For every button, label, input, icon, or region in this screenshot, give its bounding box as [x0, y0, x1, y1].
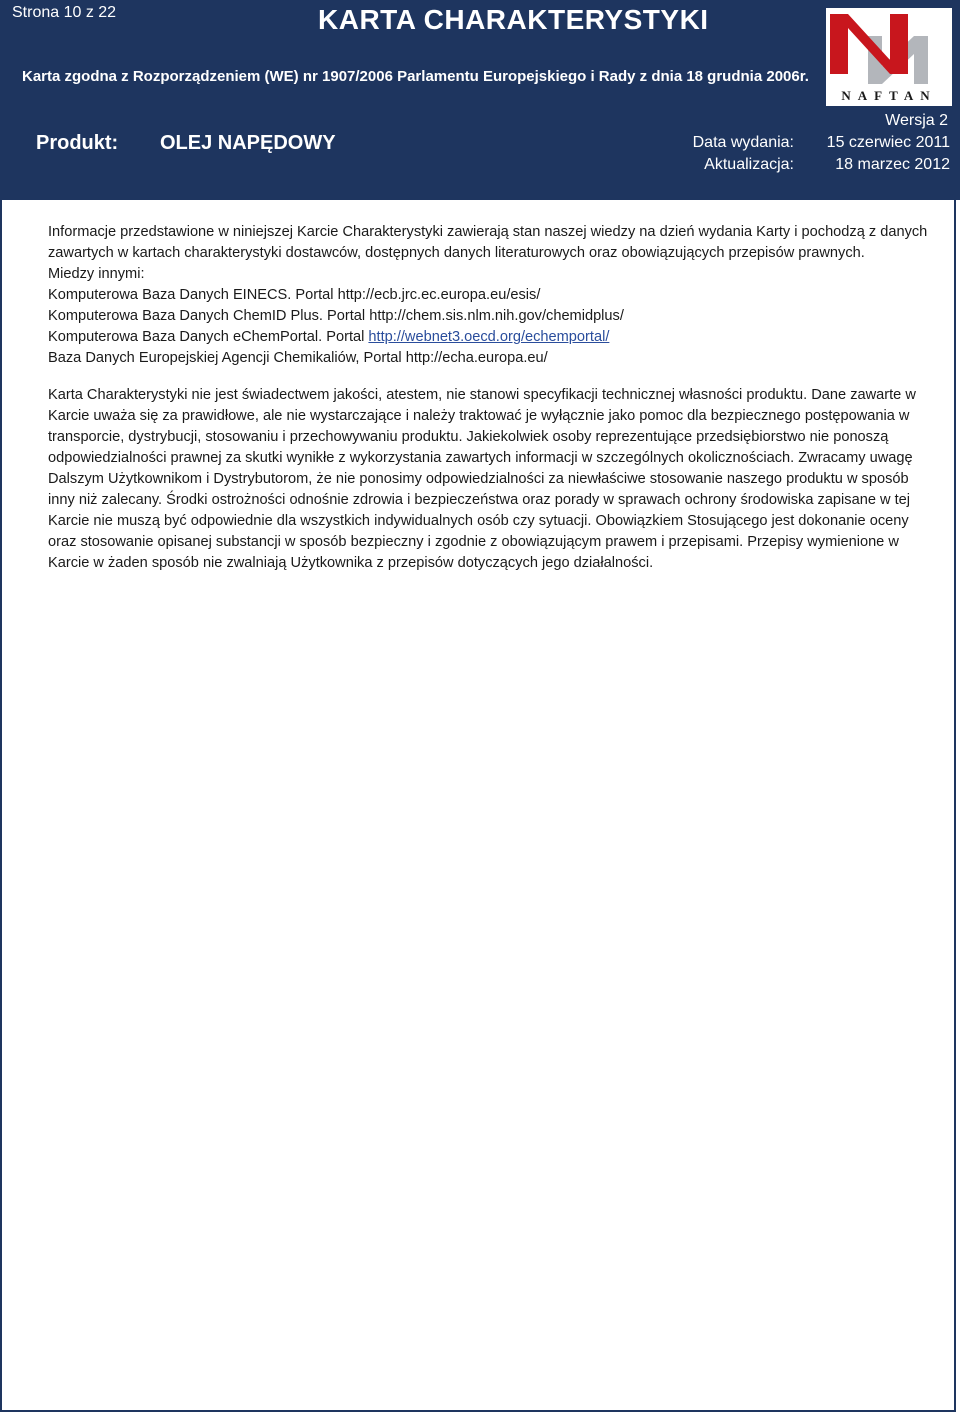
update-date-value: 18 marzec 2012 — [835, 156, 950, 173]
page-indicator: Strona 10 z 22 — [12, 4, 117, 21]
issue-date-label: Data wydania: — [692, 134, 794, 151]
version-label: Wersja 2 — [885, 112, 948, 129]
echemportal-link[interactable]: http://webnet3.oecd.org/echemportal/ — [368, 329, 610, 345]
paragraph-spacer — [48, 369, 928, 385]
source-echa: Baza Danych Europejskiej Agencji Chemikaliów, Portal http://echa.europa.eu/ — [48, 350, 548, 366]
document-title: KARTA CHARAKTERYSTYKI — [318, 4, 709, 35]
company-logo — [826, 8, 952, 106]
product-name: OLEJ NAPĘDOWY — [160, 132, 336, 154]
logo-wordmark: NAFTAN — [841, 88, 937, 103]
product-label: Produkt: — [36, 132, 119, 154]
source-echemportal-text: Komputerowa Baza Danych eChemPortal. Portal — [48, 329, 369, 345]
document-body — [48, 222, 928, 574]
issue-date-value: 15 czerwiec 2011 — [826, 134, 950, 151]
source-einecs: Komputerowa Baza Danych EINECS. Portal http://ecb.jrc.ec.europa.eu/esis/ — [48, 287, 541, 303]
disclaimer-paragraph: Karta Charakterystyki nie jest świadectwem jakości, atestem, nie stanowi specyfikacji technicznej własności produktu. Dane zawarte w Karcie uważa się za prawidłowe, ale nie wystarczające i należy traktować je wyłącznie jako pomoc dla bezpiecznego postępowania w transporcie, dystrybucji, stosowaniu i przechowywaniu produktu. Jakiekolwiek osoby reprezentujące przedsiębiorstwo nie ponoszą odpowiedzialności prawnej za skutki wynikłe z wykorzystania zawartych informacji w szczególnych okolicznościach. Zwracamy uwagę Dalszym Użytkownikom i Dystrybutorom, że nie ponosimy odpowiedzialności za niewłaściwe stosowanie naszego produktu w sposób inny niż zalecany. Środki ostrożności odnośnie zdrowia i bezpieczeństwa oraz porady w sprawach ochrony środowiska zapisane w tej Karcie nie muszą być odpowiednie dla wszystkich indywidualnych osób czy sytuacji. Obowiązkiem Stosującego jest dokonanie oceny oraz stosowanie opisanej substancji w sposób bezpieczny i zgodnie z obowiązującym prawem i przepisami. Przepisy wymienione w Karcie w żaden sposób nie zwalniają Użytkownika z przepisów dotyczących jego działalności. — [48, 387, 916, 571]
regulation-note: Karta zgodna z Rozporządzeniem (WE) nr 1907/2006 Parlamentu Europejskiego i Rady z dnia 18 grudnia 2006r. — [22, 68, 809, 85]
document-header — [0, 0, 960, 200]
source-chemid: Komputerowa Baza Danych ChemID Plus. Portal http://chem.sis.nlm.nih.gov/chemidplus/ — [48, 308, 624, 324]
intro-paragraph: Informacje przedstawione w niniejszej Karcie Charakterystyki zawierają stan naszej wiedzy na dzień wydania Karty i pochodzą z danych zawartych w kartach charakterystyki dostawców, dostępnych danych literaturowych oraz obowiązujących przepisów prawnych. — [48, 224, 928, 261]
among-others-label: Miedzy innymi: — [48, 266, 145, 282]
naftan-logo-icon — [826, 8, 952, 90]
update-date-label: Aktualizacja: — [704, 156, 794, 173]
source-echemportal — [48, 327, 928, 348]
